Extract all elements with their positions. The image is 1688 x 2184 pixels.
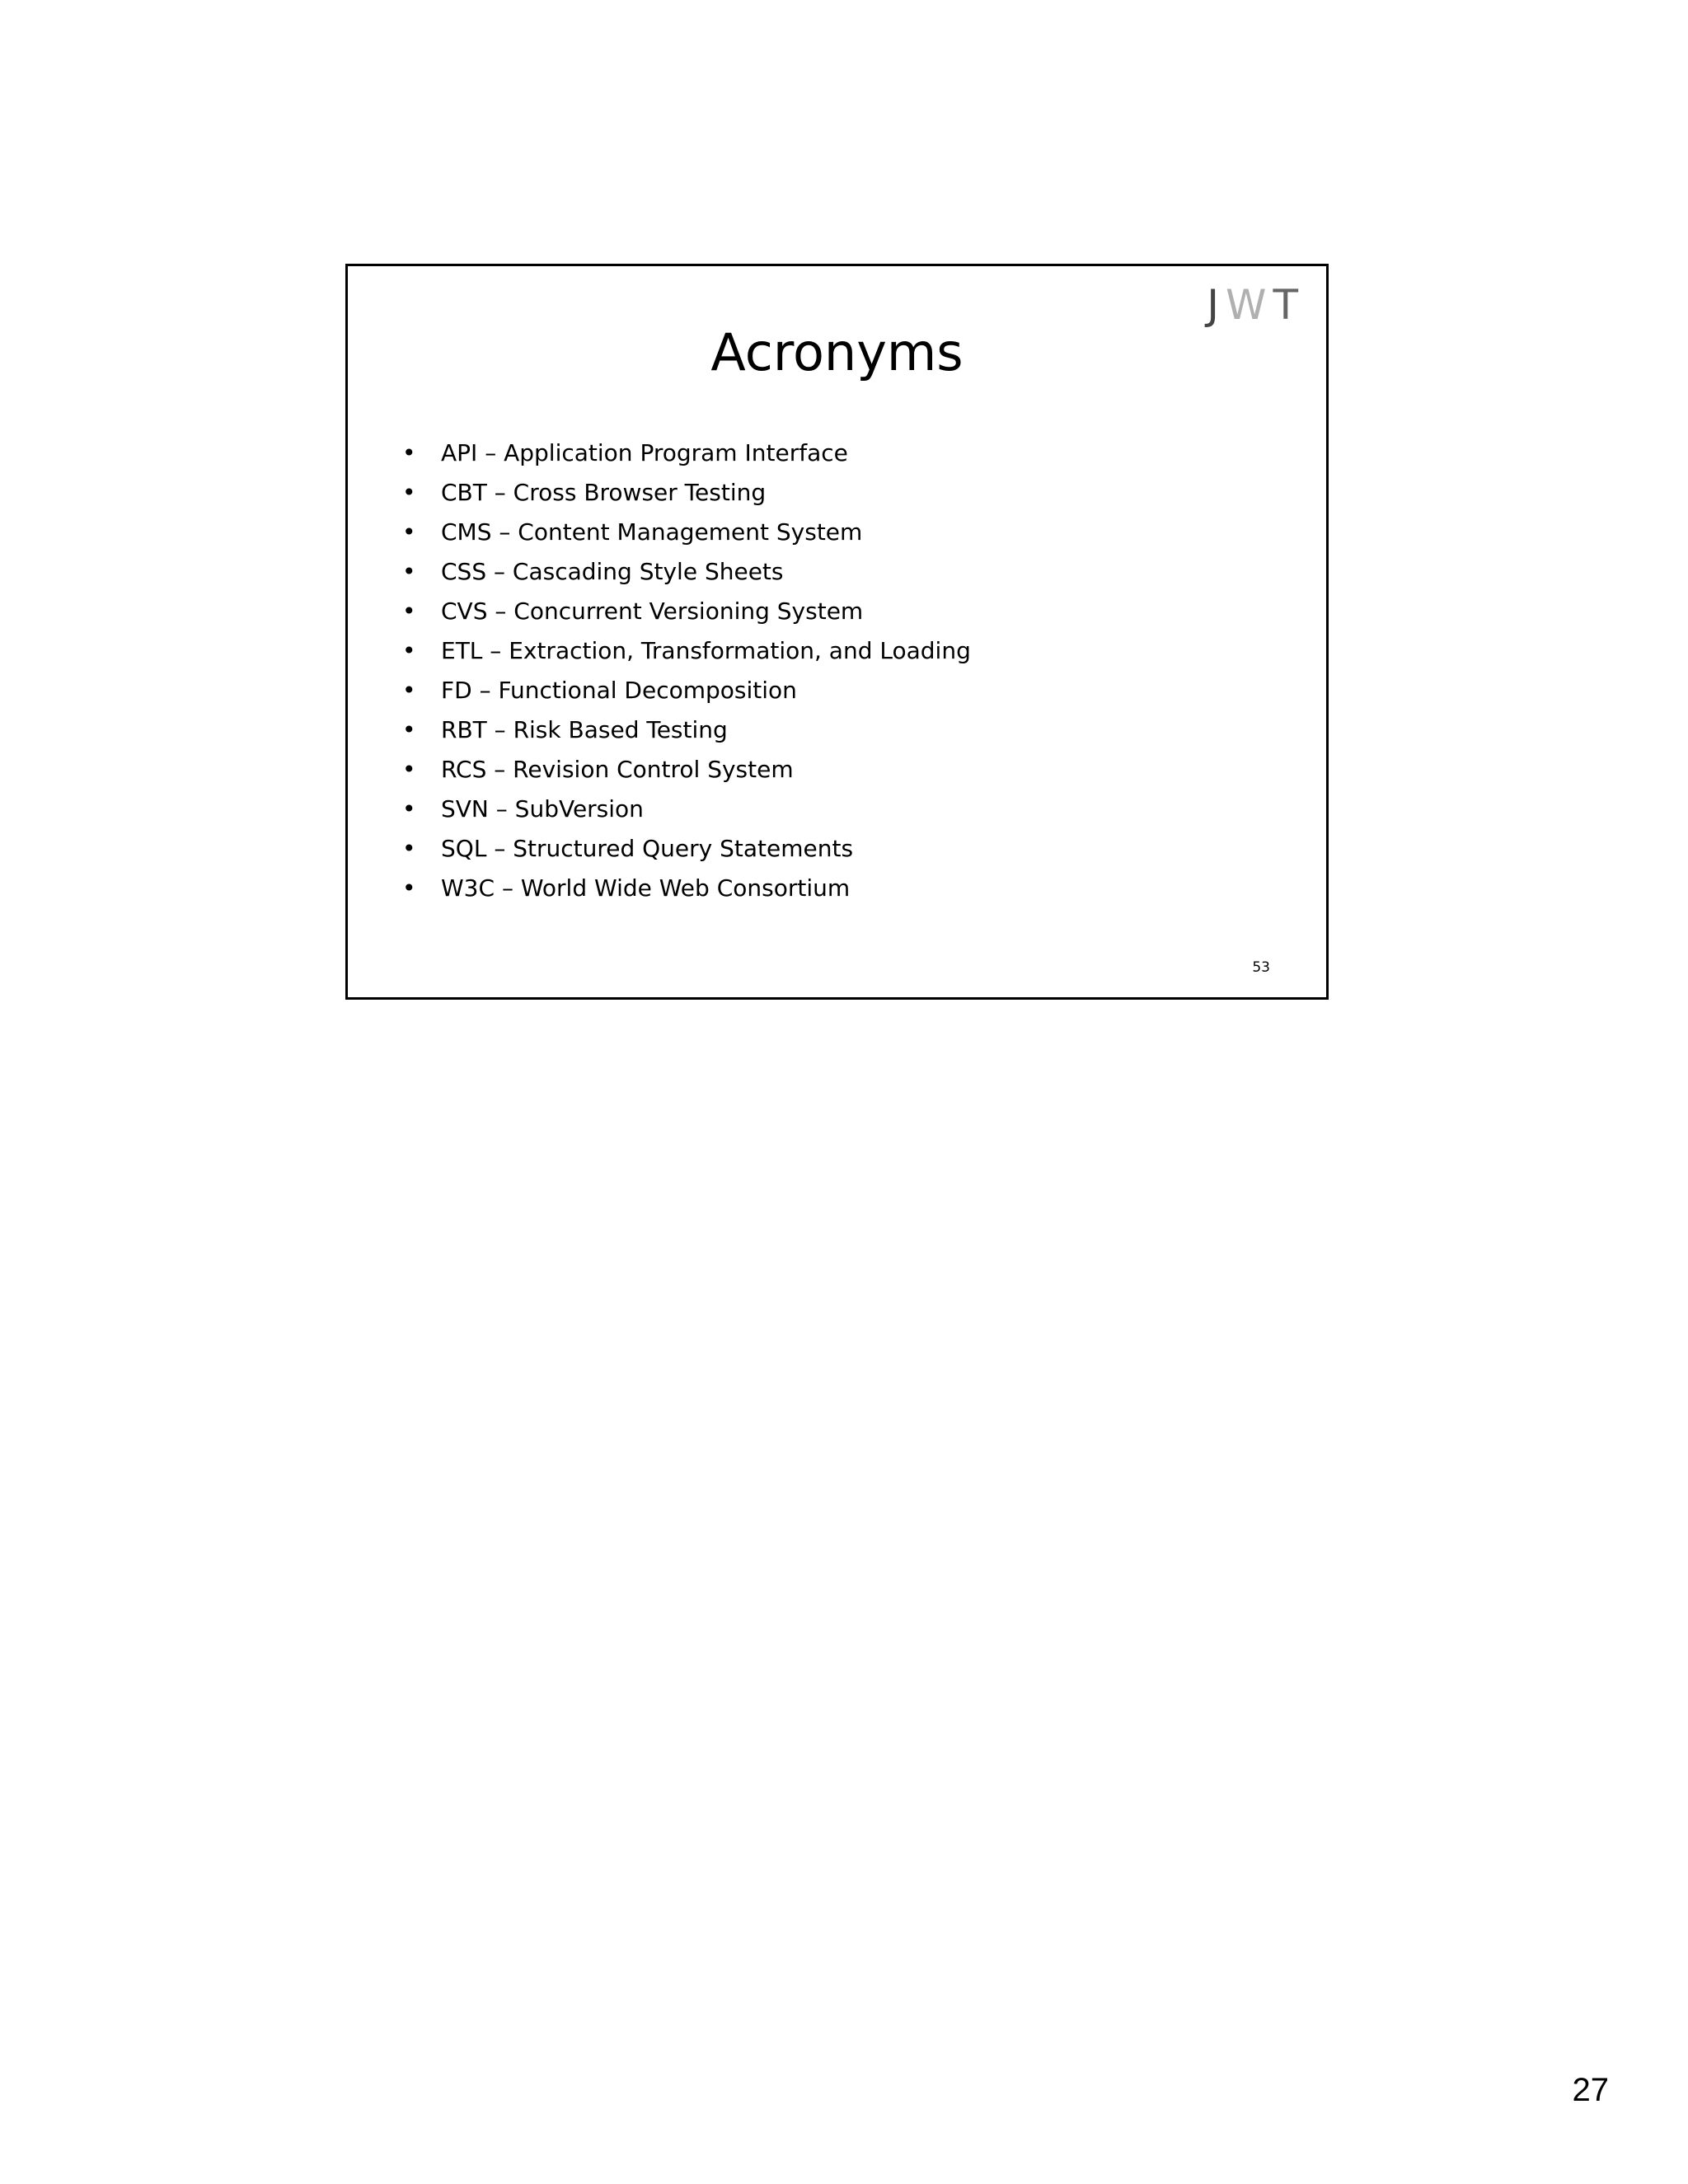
list-item — [402, 795, 971, 835]
list-item — [402, 677, 971, 716]
bullet-icon: • — [402, 795, 416, 823]
logo-letter-j: J — [1207, 281, 1219, 329]
logo-letter-w: W — [1226, 281, 1267, 329]
list-item-text: FD – Functional Decomposition — [441, 677, 797, 704]
list-item — [402, 558, 971, 598]
list-item — [402, 598, 971, 637]
list-item — [402, 637, 971, 677]
slide-title: Acronyms — [710, 322, 964, 382]
list-item-text: CVS – Concurrent Versioning System — [441, 598, 864, 625]
list-item-text: W3C – World Wide Web Consortium — [441, 874, 851, 902]
list-item — [402, 756, 971, 795]
page-number: 27 — [1572, 2072, 1609, 2108]
jwt-logo — [1207, 281, 1298, 329]
list-item-text: ETL – Extraction, Transformation, and Loading — [441, 637, 971, 664]
list-item — [402, 716, 971, 756]
list-item — [402, 518, 971, 558]
bullet-icon: • — [402, 518, 416, 546]
bullet-icon: • — [402, 835, 416, 862]
list-item-text: SVN – SubVersion — [441, 795, 644, 823]
list-item-text: API – Application Program Interface — [441, 439, 848, 466]
bullet-icon: • — [402, 598, 416, 625]
list-item-text: RCS – Revision Control System — [441, 756, 794, 783]
bullet-icon: • — [402, 479, 416, 506]
bullet-icon: • — [402, 558, 416, 585]
bullet-icon: • — [402, 439, 416, 466]
list-item — [402, 874, 971, 914]
bullet-icon: • — [402, 716, 416, 743]
list-item — [402, 479, 971, 518]
logo-letter-t: T — [1273, 281, 1298, 329]
list-item-text: RBT – Risk Based Testing — [441, 716, 728, 743]
list-item-text: CSS – Cascading Style Sheets — [441, 558, 784, 585]
slide-number: 53 — [1252, 959, 1270, 976]
list-item-text: CMS – Content Management System — [441, 518, 863, 546]
bullet-icon: • — [402, 756, 416, 783]
bullet-icon: • — [402, 677, 416, 704]
list-item-text: SQL – Structured Query Statements — [441, 835, 854, 862]
bullet-icon: • — [402, 874, 416, 902]
list-item — [402, 439, 971, 479]
list-item-text: CBT – Cross Browser Testing — [441, 479, 767, 506]
acronym-list — [402, 439, 971, 914]
bullet-icon: • — [402, 637, 416, 664]
slide — [345, 264, 1329, 1000]
list-item — [402, 835, 971, 874]
